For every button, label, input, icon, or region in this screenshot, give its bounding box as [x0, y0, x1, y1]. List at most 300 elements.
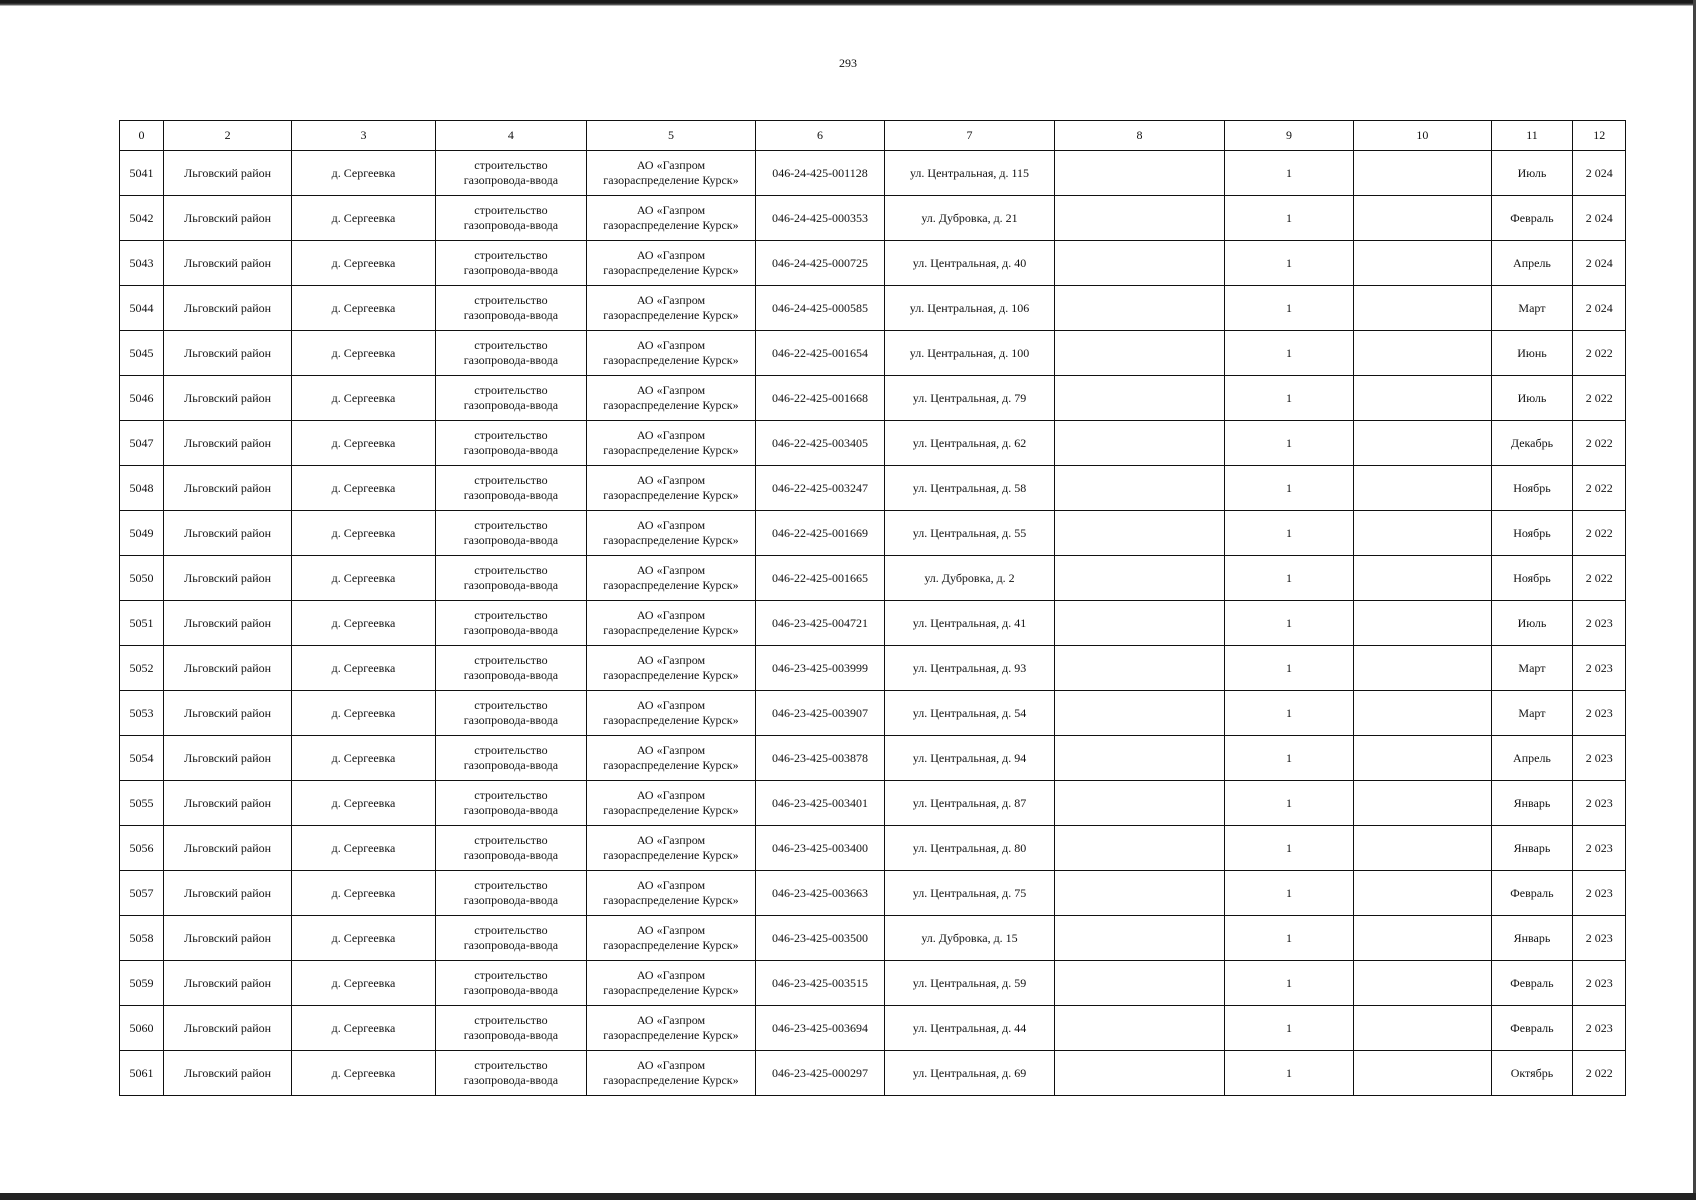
table-row — [120, 511, 1626, 556]
district-cell: Льговский район — [164, 691, 292, 736]
column-8-cell — [1055, 601, 1225, 646]
work-type-cell-line: строительство — [474, 248, 548, 262]
address-cell: ул. Центральная, д. 62 — [885, 421, 1055, 466]
address-cell: ул. Центральная, д. 106 — [885, 286, 1055, 331]
row-number-cell: 5059 — [120, 961, 164, 1006]
address-cell: ул. Центральная, д. 41 — [885, 601, 1055, 646]
month-cell: Ноябрь — [1491, 511, 1573, 556]
quantity-cell: 1 — [1225, 241, 1354, 286]
work-type-cell-line: газопровода-ввода — [463, 488, 559, 502]
organization-cell — [586, 601, 755, 646]
organization-cell-line: газораспределение Курск» — [603, 488, 739, 502]
table-row — [120, 196, 1626, 241]
organization-cell-line: АО «Газпром — [636, 428, 706, 442]
organization-cell-line: АО «Газпром — [636, 653, 706, 667]
row-number-cell: 5049 — [120, 511, 164, 556]
table-row — [120, 691, 1626, 736]
address-cell: ул. Центральная, д. 115 — [885, 151, 1055, 196]
work-type-cell — [435, 151, 586, 196]
organization-cell — [586, 556, 755, 601]
work-type-cell-line: строительство — [474, 518, 548, 532]
column-8-cell — [1055, 1051, 1225, 1096]
district-cell: Льговский район — [164, 601, 292, 646]
work-type-cell-line: газопровода-ввода — [463, 848, 559, 862]
work-type-cell — [435, 961, 586, 1006]
work-type-cell — [435, 871, 586, 916]
month-cell: Июнь — [1491, 331, 1573, 376]
row-number-cell: 5046 — [120, 376, 164, 421]
object-code-cell: 046-23-425-003500 — [755, 916, 884, 961]
month-cell: Июль — [1491, 151, 1573, 196]
organization-cell — [586, 736, 755, 781]
object-code-cell: 046-22-425-001654 — [755, 331, 884, 376]
year-cell: 2 024 — [1573, 196, 1626, 241]
year-cell: 2 022 — [1573, 511, 1626, 556]
column-8-cell — [1055, 916, 1225, 961]
settlement-cell: д. Сергеевка — [292, 376, 436, 421]
row-number-cell: 5047 — [120, 421, 164, 466]
column-10-cell — [1354, 331, 1491, 376]
address-cell: ул. Центральная, д. 40 — [885, 241, 1055, 286]
work-type-cell — [435, 331, 586, 376]
organization-cell-line: газораспределение Курск» — [603, 443, 739, 457]
quantity-cell: 1 — [1225, 511, 1354, 556]
address-cell: ул. Центральная, д. 58 — [885, 466, 1055, 511]
month-cell: Апрель — [1491, 736, 1573, 781]
column-8-cell — [1055, 871, 1225, 916]
organization-cell-line: газораспределение Курск» — [603, 668, 739, 682]
organization-cell-line: АО «Газпром — [636, 698, 706, 712]
work-type-cell — [435, 286, 586, 331]
settlement-cell: д. Сергеевка — [292, 421, 436, 466]
row-number-cell: 5052 — [120, 646, 164, 691]
table-row — [120, 736, 1626, 781]
column-10-cell — [1354, 196, 1491, 241]
column-8-cell — [1055, 466, 1225, 511]
address-cell: ул. Центральная, д. 75 — [885, 871, 1055, 916]
table-row — [120, 1051, 1626, 1096]
table-row — [120, 421, 1626, 466]
object-code-cell: 046-23-425-004721 — [755, 601, 884, 646]
work-type-cell-line: газопровода-ввода — [463, 1028, 559, 1042]
column-header: 12 — [1573, 121, 1626, 151]
table-row — [120, 781, 1626, 826]
organization-cell-line: газораспределение Курск» — [603, 983, 739, 997]
table-row — [120, 961, 1626, 1006]
work-type-cell — [435, 556, 586, 601]
organization-cell-line: газораспределение Курск» — [603, 263, 739, 277]
address-cell: ул. Центральная, д. 87 — [885, 781, 1055, 826]
object-code-cell: 046-23-425-003878 — [755, 736, 884, 781]
quantity-cell: 1 — [1225, 826, 1354, 871]
address-cell: ул. Дубровка, д. 2 — [885, 556, 1055, 601]
table-row — [120, 1006, 1626, 1051]
district-cell: Льговский район — [164, 241, 292, 286]
organization-cell-line: газораспределение Курск» — [603, 803, 739, 817]
row-number-cell: 5061 — [120, 1051, 164, 1096]
organization-cell-line: газораспределение Курск» — [603, 713, 739, 727]
month-cell: Июль — [1491, 601, 1573, 646]
organization-cell — [586, 826, 755, 871]
row-number-cell: 5043 — [120, 241, 164, 286]
organization-cell — [586, 916, 755, 961]
district-cell: Льговский район — [164, 1006, 292, 1051]
year-cell: 2 023 — [1573, 691, 1626, 736]
work-type-cell — [435, 1006, 586, 1051]
work-type-cell-line: газопровода-ввода — [463, 893, 559, 907]
column-8-cell — [1055, 511, 1225, 556]
work-type-cell-line: строительство — [474, 473, 548, 487]
row-number-cell: 5056 — [120, 826, 164, 871]
column-8-cell — [1055, 376, 1225, 421]
month-cell: Февраль — [1491, 1006, 1573, 1051]
work-type-cell — [435, 1051, 586, 1096]
work-type-cell-line: строительство — [474, 203, 548, 217]
year-cell: 2 023 — [1573, 781, 1626, 826]
settlement-cell: д. Сергеевка — [292, 961, 436, 1006]
column-8-cell — [1055, 826, 1225, 871]
table-row — [120, 826, 1626, 871]
column-header: 7 — [885, 121, 1055, 151]
month-cell: Февраль — [1491, 961, 1573, 1006]
work-type-cell-line: газопровода-ввода — [463, 398, 559, 412]
organization-cell-line: АО «Газпром — [636, 563, 706, 577]
settlement-cell: д. Сергеевка — [292, 241, 436, 286]
district-cell: Льговский район — [164, 826, 292, 871]
year-cell: 2 022 — [1573, 331, 1626, 376]
column-10-cell — [1354, 646, 1491, 691]
work-type-cell-line: строительство — [474, 833, 548, 847]
organization-cell — [586, 286, 755, 331]
quantity-cell: 1 — [1225, 1006, 1354, 1051]
district-cell: Льговский район — [164, 286, 292, 331]
month-cell: Ноябрь — [1491, 466, 1573, 511]
organization-cell-line: газораспределение Курск» — [603, 578, 739, 592]
work-type-cell — [435, 421, 586, 466]
work-type-cell-line: газопровода-ввода — [463, 353, 559, 367]
work-type-cell-line: газопровода-ввода — [463, 803, 559, 817]
organization-cell-line: АО «Газпром — [636, 518, 706, 532]
table-row — [120, 871, 1626, 916]
object-code-cell: 046-23-425-003999 — [755, 646, 884, 691]
address-cell: ул. Центральная, д. 80 — [885, 826, 1055, 871]
year-cell: 2 023 — [1573, 826, 1626, 871]
work-type-cell-line: газопровода-ввода — [463, 443, 559, 457]
quantity-cell: 1 — [1225, 916, 1354, 961]
address-cell: ул. Центральная, д. 93 — [885, 646, 1055, 691]
district-cell: Льговский район — [164, 511, 292, 556]
year-cell: 2 022 — [1573, 376, 1626, 421]
column-8-cell — [1055, 331, 1225, 376]
organization-cell — [586, 241, 755, 286]
work-type-cell-line: газопровода-ввода — [463, 263, 559, 277]
district-cell: Льговский район — [164, 871, 292, 916]
organization-cell-line: газораспределение Курск» — [603, 758, 739, 772]
organization-cell-line: газораспределение Курск» — [603, 623, 739, 637]
column-10-cell — [1354, 601, 1491, 646]
organization-cell-line: АО «Газпром — [636, 293, 706, 307]
year-cell: 2 022 — [1573, 556, 1626, 601]
quantity-cell: 1 — [1225, 601, 1354, 646]
year-cell: 2 023 — [1573, 601, 1626, 646]
gas-connection-registry-table — [119, 120, 1626, 1096]
work-type-cell-line: газопровода-ввода — [463, 758, 559, 772]
work-type-cell-line: газопровода-ввода — [463, 218, 559, 232]
object-code-cell: 046-23-425-003401 — [755, 781, 884, 826]
district-cell: Льговский район — [164, 421, 292, 466]
work-type-cell — [435, 511, 586, 556]
row-number-cell: 5060 — [120, 1006, 164, 1051]
work-type-cell-line: газопровода-ввода — [463, 623, 559, 637]
column-10-cell — [1354, 376, 1491, 421]
organization-cell — [586, 151, 755, 196]
organization-cell — [586, 646, 755, 691]
quantity-cell: 1 — [1225, 196, 1354, 241]
object-code-cell: 046-22-425-001665 — [755, 556, 884, 601]
quantity-cell: 1 — [1225, 331, 1354, 376]
year-cell: 2 022 — [1573, 421, 1626, 466]
organization-cell-line: АО «Газпром — [636, 158, 706, 172]
work-type-cell-line: строительство — [474, 338, 548, 352]
settlement-cell: д. Сергеевка — [292, 151, 436, 196]
organization-cell-line: АО «Газпром — [636, 743, 706, 757]
district-cell: Льговский район — [164, 466, 292, 511]
table-row — [120, 376, 1626, 421]
page-number: 293 — [839, 56, 857, 70]
column-10-cell — [1354, 1006, 1491, 1051]
column-header: 6 — [755, 121, 884, 151]
work-type-cell — [435, 646, 586, 691]
organization-cell-line: газораспределение Курск» — [603, 1073, 739, 1087]
settlement-cell: д. Сергеевка — [292, 601, 436, 646]
organization-cell — [586, 961, 755, 1006]
district-cell: Льговский район — [164, 961, 292, 1006]
work-type-cell-line: строительство — [474, 968, 548, 982]
quantity-cell: 1 — [1225, 781, 1354, 826]
work-type-cell — [435, 691, 586, 736]
row-number-cell: 5045 — [120, 331, 164, 376]
organization-cell — [586, 376, 755, 421]
organization-cell-line: АО «Газпром — [636, 878, 706, 892]
column-8-cell — [1055, 961, 1225, 1006]
column-10-cell — [1354, 781, 1491, 826]
object-code-cell: 046-22-425-003405 — [755, 421, 884, 466]
organization-cell-line: АО «Газпром — [636, 833, 706, 847]
organization-cell — [586, 331, 755, 376]
column-8-cell — [1055, 646, 1225, 691]
settlement-cell: д. Сергеевка — [292, 646, 436, 691]
table-row — [120, 466, 1626, 511]
month-cell: Июль — [1491, 376, 1573, 421]
organization-cell-line: газораспределение Курск» — [603, 353, 739, 367]
address-cell: ул. Центральная, д. 54 — [885, 691, 1055, 736]
address-cell: ул. Центральная, д. 69 — [885, 1051, 1055, 1096]
work-type-cell-line: газопровода-ввода — [463, 578, 559, 592]
column-10-cell — [1354, 511, 1491, 556]
organization-cell-line: АО «Газпром — [636, 608, 706, 622]
column-header: 10 — [1354, 121, 1491, 151]
quantity-cell: 1 — [1225, 736, 1354, 781]
organization-cell — [586, 511, 755, 556]
work-type-cell-line: строительство — [474, 158, 548, 172]
district-cell: Льговский район — [164, 736, 292, 781]
row-number-cell: 5041 — [120, 151, 164, 196]
organization-cell — [586, 1051, 755, 1096]
column-10-cell — [1354, 736, 1491, 781]
month-cell: Март — [1491, 646, 1573, 691]
address-cell: ул. Центральная, д. 100 — [885, 331, 1055, 376]
row-number-cell: 5050 — [120, 556, 164, 601]
month-cell: Октябрь — [1491, 1051, 1573, 1096]
work-type-cell-line: строительство — [474, 653, 548, 667]
object-code-cell: 046-23-425-003400 — [755, 826, 884, 871]
scan-bottom-edge — [0, 1193, 1696, 1200]
column-8-cell — [1055, 421, 1225, 466]
work-type-cell — [435, 826, 586, 871]
column-8-cell — [1055, 691, 1225, 736]
column-8-cell — [1055, 286, 1225, 331]
work-type-cell-line: строительство — [474, 563, 548, 577]
object-code-cell: 046-22-425-001668 — [755, 376, 884, 421]
organization-cell — [586, 691, 755, 736]
settlement-cell: д. Сергеевка — [292, 556, 436, 601]
object-code-cell: 046-23-425-003907 — [755, 691, 884, 736]
work-type-cell-line: строительство — [474, 1058, 548, 1072]
quantity-cell: 1 — [1225, 1051, 1354, 1096]
organization-cell-line: АО «Газпром — [636, 968, 706, 982]
column-header: 9 — [1225, 121, 1354, 151]
object-code-cell: 046-22-425-001669 — [755, 511, 884, 556]
column-10-cell — [1354, 556, 1491, 601]
organization-cell-line: АО «Газпром — [636, 923, 706, 937]
organization-cell-line: АО «Газпром — [636, 203, 706, 217]
address-cell: ул. Центральная, д. 44 — [885, 1006, 1055, 1051]
settlement-cell: д. Сергеевка — [292, 1051, 436, 1096]
work-type-cell — [435, 736, 586, 781]
object-code-cell: 046-22-425-003247 — [755, 466, 884, 511]
object-code-cell: 046-24-425-000725 — [755, 241, 884, 286]
organization-cell-line: АО «Газпром — [636, 248, 706, 262]
table-row — [120, 286, 1626, 331]
settlement-cell: д. Сергеевка — [292, 781, 436, 826]
quantity-cell: 1 — [1225, 286, 1354, 331]
settlement-cell: д. Сергеевка — [292, 466, 436, 511]
district-cell: Льговский район — [164, 376, 292, 421]
row-number-cell: 5044 — [120, 286, 164, 331]
work-type-cell-line: газопровода-ввода — [463, 308, 559, 322]
settlement-cell: д. Сергеевка — [292, 826, 436, 871]
month-cell: Март — [1491, 286, 1573, 331]
row-number-cell: 5053 — [120, 691, 164, 736]
column-header: 0 — [120, 121, 164, 151]
year-cell: 2 023 — [1573, 646, 1626, 691]
month-cell: Апрель — [1491, 241, 1573, 286]
settlement-cell: д. Сергеевка — [292, 286, 436, 331]
column-8-cell — [1055, 1006, 1225, 1051]
organization-cell-line: газораспределение Курск» — [603, 893, 739, 907]
district-cell: Льговский район — [164, 331, 292, 376]
month-cell: Март — [1491, 691, 1573, 736]
table-row — [120, 331, 1626, 376]
quantity-cell: 1 — [1225, 556, 1354, 601]
column-10-cell — [1354, 1051, 1491, 1096]
year-cell: 2 024 — [1573, 286, 1626, 331]
month-cell: Январь — [1491, 826, 1573, 871]
work-type-cell-line: строительство — [474, 923, 548, 937]
work-type-cell-line: строительство — [474, 1013, 548, 1027]
district-cell: Льговский район — [164, 556, 292, 601]
column-10-cell — [1354, 871, 1491, 916]
quantity-cell: 1 — [1225, 871, 1354, 916]
column-header: 11 — [1491, 121, 1573, 151]
district-cell: Льговский район — [164, 151, 292, 196]
organization-cell-line: АО «Газпром — [636, 788, 706, 802]
work-type-cell-line: газопровода-ввода — [463, 1073, 559, 1087]
organization-cell — [586, 1006, 755, 1051]
work-type-cell-line: газопровода-ввода — [463, 938, 559, 952]
table-body — [120, 151, 1626, 1096]
settlement-cell: д. Сергеевка — [292, 1006, 436, 1051]
organization-cell-line: газораспределение Курск» — [603, 848, 739, 862]
quantity-cell: 1 — [1225, 151, 1354, 196]
month-cell: Февраль — [1491, 196, 1573, 241]
organization-cell — [586, 781, 755, 826]
settlement-cell: д. Сергеевка — [292, 331, 436, 376]
column-10-cell — [1354, 241, 1491, 286]
district-cell: Льговский район — [164, 196, 292, 241]
object-code-cell: 046-24-425-000353 — [755, 196, 884, 241]
row-number-cell: 5058 — [120, 916, 164, 961]
column-8-cell — [1055, 736, 1225, 781]
organization-cell-line: АО «Газпром — [636, 473, 706, 487]
address-cell: ул. Дубровка, д. 15 — [885, 916, 1055, 961]
settlement-cell: д. Сергеевка — [292, 511, 436, 556]
month-cell: Декабрь — [1491, 421, 1573, 466]
district-cell: Льговский район — [164, 916, 292, 961]
work-type-cell-line: газопровода-ввода — [463, 983, 559, 997]
address-cell: ул. Центральная, д. 59 — [885, 961, 1055, 1006]
row-number-cell: 5042 — [120, 196, 164, 241]
work-type-cell-line: строительство — [474, 608, 548, 622]
column-8-cell — [1055, 781, 1225, 826]
work-type-cell — [435, 466, 586, 511]
address-cell: ул. Центральная, д. 94 — [885, 736, 1055, 781]
work-type-cell — [435, 196, 586, 241]
quantity-cell: 1 — [1225, 376, 1354, 421]
column-10-cell — [1354, 286, 1491, 331]
row-number-cell: 5057 — [120, 871, 164, 916]
table-row — [120, 601, 1626, 646]
organization-cell-line: газораспределение Курск» — [603, 1028, 739, 1042]
organization-cell — [586, 196, 755, 241]
year-cell: 2 023 — [1573, 961, 1626, 1006]
work-type-cell — [435, 781, 586, 826]
table-row — [120, 916, 1626, 961]
column-10-cell — [1354, 916, 1491, 961]
object-code-cell: 046-24-425-000585 — [755, 286, 884, 331]
work-type-cell-line: строительство — [474, 743, 548, 757]
work-type-cell-line: строительство — [474, 698, 548, 712]
address-cell: ул. Дубровка, д. 21 — [885, 196, 1055, 241]
organization-cell — [586, 466, 755, 511]
row-number-cell: 5054 — [120, 736, 164, 781]
work-type-cell — [435, 916, 586, 961]
column-header: 8 — [1055, 121, 1225, 151]
column-8-cell — [1055, 151, 1225, 196]
work-type-cell — [435, 376, 586, 421]
settlement-cell: д. Сергеевка — [292, 691, 436, 736]
table-row — [120, 646, 1626, 691]
